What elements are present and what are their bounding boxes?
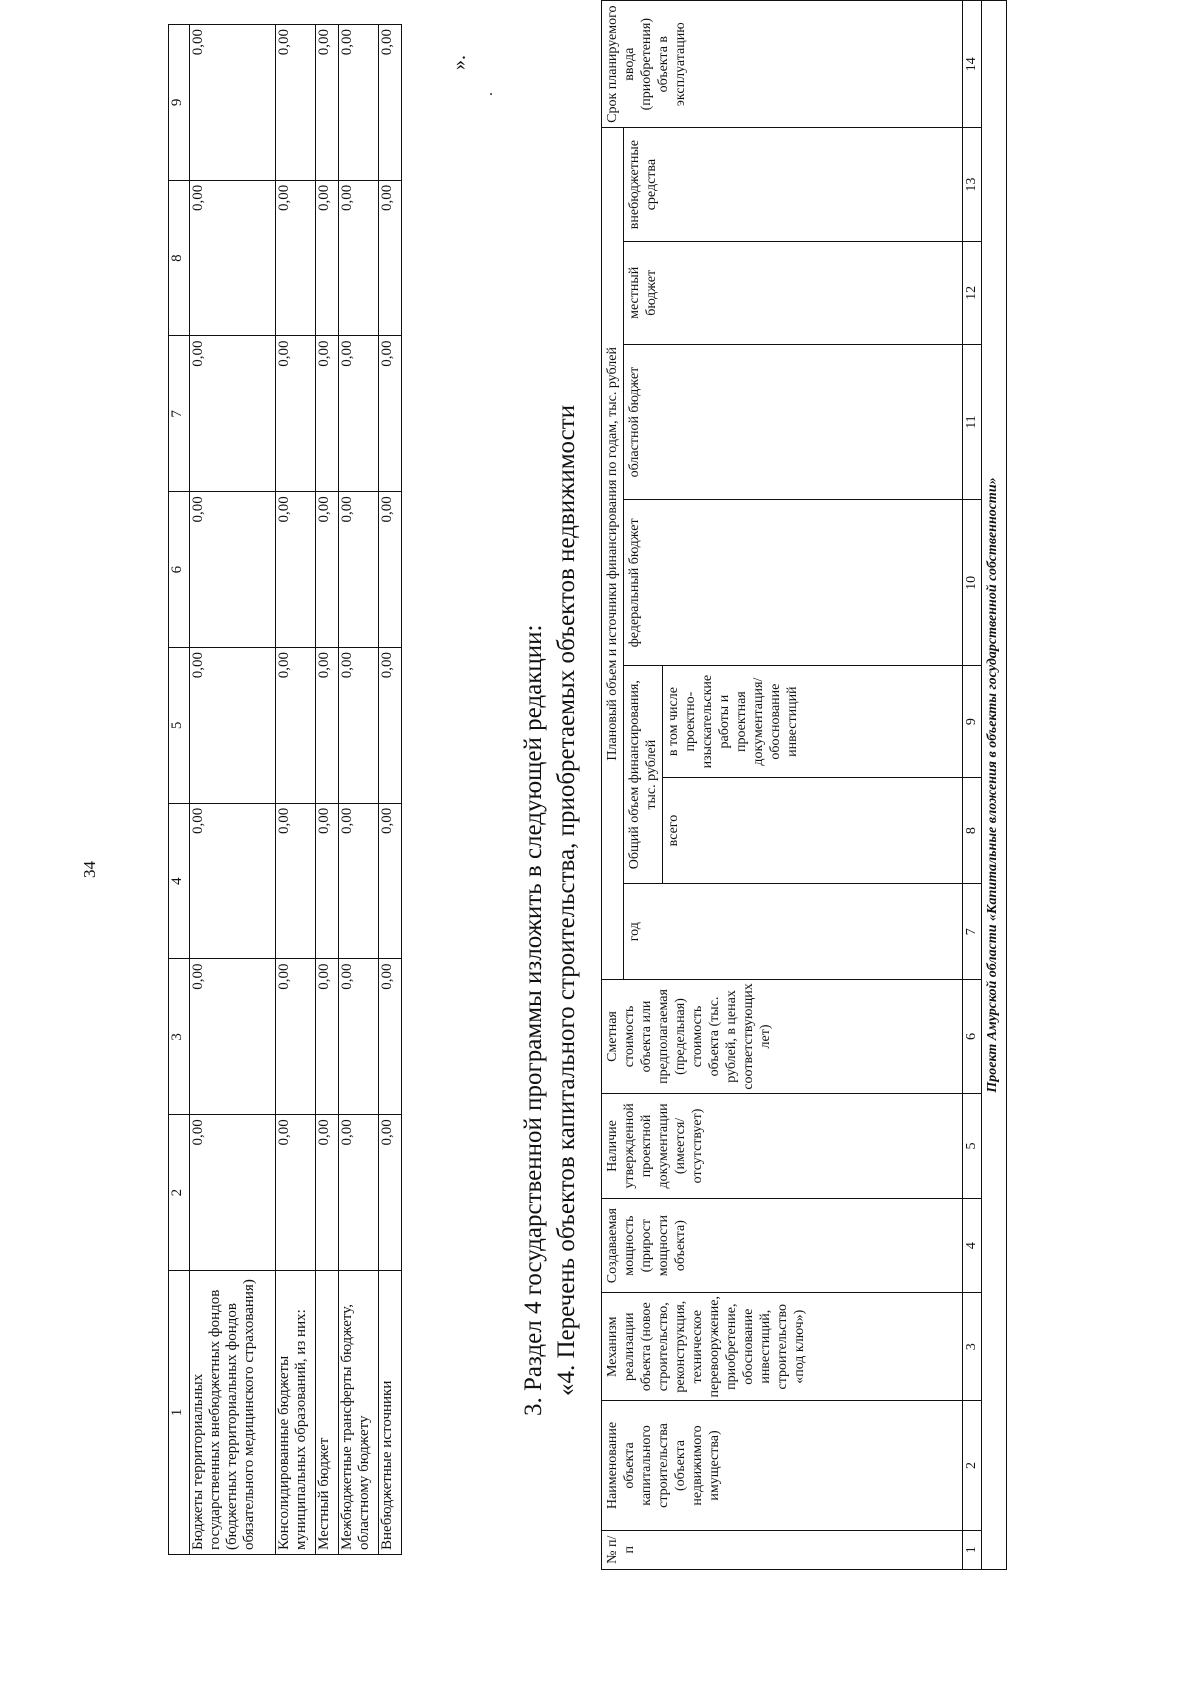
row-label: Бюджеты территориальных государственных внебюджетных фондов (бюджетных территориальных фондов обязательного медицинского страхования)	[190, 1271, 276, 1555]
value-cell: 0,00	[190, 803, 276, 959]
column-numbers-row	[963, 1, 982, 1570]
value-cell: 0,00	[316, 959, 339, 1115]
col-term-header: Срок планируемого ввода (приобретения) объекта в эксплуатацию	[602, 1, 963, 128]
value-cell: 0,00	[316, 1115, 339, 1271]
header-cell: 7	[169, 336, 190, 492]
value-cell: 0,00	[276, 25, 316, 181]
column-number: 14	[963, 1, 982, 128]
col-docs-header: Наличие утвержденной проектной документации (имеется/ отсутствует)	[602, 1093, 963, 1199]
value-cell: 0,00	[339, 803, 379, 959]
value-cell: 0,00	[379, 803, 402, 959]
value-cell: 0,00	[379, 492, 402, 648]
value-cell: 0,00	[339, 336, 379, 492]
capital-objects-table	[601, 0, 1007, 1570]
value-cell: 0,00	[339, 1115, 379, 1271]
col-federal-header: федеральный бюджет	[624, 500, 963, 666]
col-year-header: год	[624, 884, 963, 980]
finance-sources-table	[168, 24, 402, 1555]
col-mechanism-header: Механизм реализации объекта (новое строительство, реконструкция, техническое перевооружение, приобретение, обоснование инвестиций, строительство «под ключ»)	[602, 1292, 963, 1400]
header-cell: 6	[169, 492, 190, 648]
value-cell: 0,00	[339, 25, 379, 181]
value-cell: 0,00	[316, 648, 339, 804]
list-heading: «4. Перечень объектов капитального строительства, приобретаемых объектов недвижимости	[553, 404, 580, 1396]
row-label: Внебюджетные источники	[379, 1271, 402, 1555]
column-number: 7	[963, 884, 982, 980]
column-number: 2	[963, 1401, 982, 1530]
value-cell: 0,00	[379, 336, 402, 492]
row-label: Местный бюджет	[316, 1271, 339, 1555]
col-name-header: Наименование объекта капитального строительства (объекта недвижимого имущества)	[602, 1401, 963, 1530]
table-row	[379, 25, 402, 1555]
value-cell: 0,00	[190, 1115, 276, 1271]
value-cell: 0,00	[276, 492, 316, 648]
col-local-header: местный бюджет	[624, 241, 963, 344]
column-number: 6	[963, 980, 982, 1093]
section-row	[982, 1, 1007, 1570]
value-cell: 0,00	[379, 959, 402, 1115]
table-row	[190, 25, 276, 1555]
column-number: 5	[963, 1093, 982, 1199]
value-cell: 0,00	[190, 25, 276, 181]
value-cell: 0,00	[339, 959, 379, 1115]
column-number: 9	[963, 666, 982, 778]
header-cell: 2	[169, 1115, 190, 1271]
finance-table-header	[169, 25, 190, 1555]
column-number: 8	[963, 777, 982, 883]
value-cell: 0,00	[276, 336, 316, 492]
header-cell: 9	[169, 25, 190, 181]
value-cell: 0,00	[276, 180, 316, 336]
col-num-header: № п/п	[602, 1530, 963, 1569]
page-number: 34	[80, 861, 99, 878]
section-heading: 3. Раздел 4 государственной программы изложить в следующей редакции:	[520, 624, 547, 1416]
header-cell: 3	[169, 959, 190, 1115]
value-cell: 0,00	[316, 336, 339, 492]
col-total-group-header: Общий объем финансирования, тыс. рублей	[624, 666, 663, 884]
row-label: Межбюджетные трансферты бюджету, областному бюджету	[339, 1271, 379, 1555]
value-cell: 0,00	[190, 648, 276, 804]
value-cell: 0,00	[379, 180, 402, 336]
stray-dot: .	[479, 92, 496, 96]
column-number: 11	[963, 344, 982, 500]
col-design-header: в том числе проектно-изыскательские работы и проектная документация/ обоснование инвестиций	[663, 666, 963, 778]
value-cell: 0,00	[379, 648, 402, 804]
header-cell: 8	[169, 180, 190, 336]
column-number: 13	[963, 128, 982, 242]
header-cell: 5	[169, 648, 190, 804]
section-row-title: Проект Амурской области «Капитальные вложения в объекты государственной собственности»	[982, 1, 1007, 1570]
value-cell: 0,00	[190, 180, 276, 336]
value-cell: 0,00	[339, 492, 379, 648]
value-cell: 0,00	[316, 180, 339, 336]
value-cell: 0,00	[190, 959, 276, 1115]
col-regional-header: областной бюджет	[624, 344, 963, 500]
value-cell: 0,00	[190, 336, 276, 492]
value-cell: 0,00	[339, 180, 379, 336]
col-total-header: всего	[663, 777, 963, 883]
value-cell: 0,00	[276, 648, 316, 804]
header-cell: 4	[169, 803, 190, 959]
value-cell: 0,00	[276, 803, 316, 959]
value-cell: 0,00	[339, 648, 379, 804]
header-row-1	[602, 1, 624, 1570]
column-number: 1	[963, 1530, 982, 1569]
col-cost-header: Сметная стоимость объекта или предполагаемая (предельная) стоимость объекта (тыс. рублей, в ценах соответствующих лет)	[602, 980, 963, 1093]
row-label: Консолидированные бюджеты муниципальных образований, из них:	[276, 1271, 316, 1555]
column-number: 4	[963, 1199, 982, 1293]
value-cell: 0,00	[316, 25, 339, 181]
value-cell: 0,00	[316, 492, 339, 648]
table-row	[339, 25, 379, 1555]
closing-quote: ».	[448, 55, 470, 70]
value-cell: 0,00	[379, 1115, 402, 1271]
col-capacity-header: Создаваемая мощность (прирост мощности объекта)	[602, 1199, 963, 1293]
column-number: 3	[963, 1292, 982, 1400]
column-number: 10	[963, 500, 982, 666]
header-cell: 1	[169, 1271, 190, 1555]
value-cell: 0,00	[379, 25, 402, 181]
col-extra-header: внебюджетные средства	[624, 128, 963, 242]
col-plan-header: Плановый объем и источники финансирования по годам, тыс. рублей	[602, 128, 624, 980]
table-row	[276, 25, 316, 1555]
value-cell: 0,00	[316, 803, 339, 959]
value-cell: 0,00	[190, 492, 276, 648]
value-cell: 0,00	[276, 959, 316, 1115]
value-cell: 0,00	[276, 1115, 316, 1271]
column-number: 12	[963, 241, 982, 344]
table-row	[316, 25, 339, 1555]
